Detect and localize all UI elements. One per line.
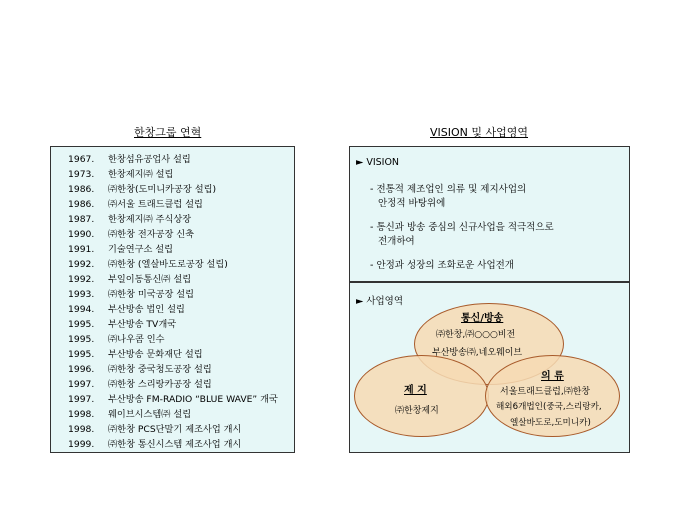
vision-item bbox=[370, 221, 554, 249]
history-year: 1993. bbox=[68, 289, 95, 300]
vision-panel bbox=[349, 146, 630, 282]
history-row bbox=[68, 197, 203, 212]
history-event: ㈜한창 (엘살바도로공장 설립) bbox=[108, 259, 228, 270]
paper-circle bbox=[354, 355, 489, 437]
history-row bbox=[68, 377, 212, 392]
history-year: 1987. bbox=[68, 214, 95, 225]
vision-item bbox=[370, 259, 514, 273]
history-year: 1994. bbox=[68, 304, 95, 315]
history-row bbox=[68, 227, 194, 242]
history-year: 1990. bbox=[68, 229, 95, 240]
history-row bbox=[68, 287, 194, 302]
history-row bbox=[68, 347, 203, 362]
history-row bbox=[68, 392, 278, 407]
history-heading: 한창그룹 연혁 bbox=[134, 126, 202, 139]
vision-item-line: - 전통적 제조업인 의류 및 제지사업의 bbox=[370, 184, 527, 195]
history-row bbox=[68, 302, 185, 317]
history-event: 한창섬유공업사 설립 bbox=[108, 154, 191, 165]
history-row bbox=[68, 257, 228, 272]
history-year: 1999. bbox=[68, 439, 95, 450]
history-year: 1995. bbox=[68, 349, 95, 360]
history-event: 한창제지㈜ 주식상장 bbox=[108, 214, 192, 225]
history-row bbox=[68, 272, 191, 287]
history-event: ㈜나우콤 인수 bbox=[108, 334, 165, 345]
business-title: ► 사업영역 bbox=[356, 296, 404, 307]
history-event: 부산방송 문화재단 설립 bbox=[108, 349, 203, 360]
history-row bbox=[68, 362, 212, 377]
business-panel bbox=[349, 282, 630, 453]
history-row bbox=[68, 242, 173, 257]
history-row bbox=[68, 212, 191, 227]
vision-item-line: - 통신과 방송 중심의 신규사업을 적극적으로 bbox=[370, 222, 554, 233]
history-row bbox=[68, 422, 241, 437]
history-panel bbox=[50, 146, 295, 453]
history-year: 1995. bbox=[68, 319, 95, 330]
history-event: ㈜한창 중국청도공장 설립 bbox=[108, 364, 212, 375]
telecom-line: 부산방송㈜,네오웨이브 bbox=[432, 348, 523, 358]
history-year: 1997. bbox=[68, 394, 95, 405]
history-event: 부산방송 TV개국 bbox=[108, 319, 177, 330]
history-event: 기술연구소 설립 bbox=[108, 244, 174, 255]
telecom-title: 통신/방송 bbox=[461, 313, 504, 324]
vision-title: ► VISION bbox=[356, 157, 400, 168]
history-event: ㈜서울 트래드클럽 설립 bbox=[108, 199, 203, 210]
history-event: ㈜한창 전자공장 신축 bbox=[108, 229, 195, 240]
history-year: 1986. bbox=[68, 199, 95, 210]
history-event: ㈜한창(도미니카공장 설립) bbox=[108, 184, 217, 195]
history-event: ㈜한창 스리랑카공장 설립 bbox=[108, 379, 212, 390]
history-event: 부산방송 FM-RADIO “BLUE WAVE” 개국 bbox=[108, 394, 278, 405]
history-row bbox=[68, 182, 216, 197]
history-event: ㈜한창 미국공장 설립 bbox=[108, 289, 195, 300]
apparel-line: 해외6개법인(중국,스리랑카, bbox=[496, 402, 602, 412]
history-year: 1997. bbox=[68, 379, 95, 390]
history-year: 1991. bbox=[68, 244, 95, 255]
history-row bbox=[68, 407, 191, 422]
history-row bbox=[68, 152, 191, 167]
history-event: 부산방송 법인 설립 bbox=[108, 304, 185, 315]
vision-heading: VISION 및 사업영역 bbox=[430, 126, 529, 139]
history-year: 1992. bbox=[68, 274, 95, 285]
history-row bbox=[68, 437, 241, 452]
vision-item-line: - 안정과 성장의 조화로운 사업전개 bbox=[370, 260, 514, 271]
history-event: 부일이동통신㈜ 설립 bbox=[108, 274, 192, 285]
history-event: 한창제지㈜ 설립 bbox=[108, 169, 174, 180]
history-event: ㈜한창 통신시스템 제조사업 개시 bbox=[108, 439, 242, 450]
history-year: 1986. bbox=[68, 184, 95, 195]
history-row bbox=[68, 317, 176, 332]
paper-title: 제 지 bbox=[404, 385, 427, 396]
telecom-line: ㈜한창,㈜○○○비전 bbox=[436, 330, 516, 340]
history-year: 1973. bbox=[68, 169, 95, 180]
history-year: 1967. bbox=[68, 154, 95, 165]
history-event: ㈜한창 PCS단말기 제조사업 개시 bbox=[108, 424, 242, 435]
history-year: 1998. bbox=[68, 409, 95, 420]
apparel-line: 서울트래드클럽,㈜한창 bbox=[500, 387, 591, 397]
apparel-title: 의 류 bbox=[541, 371, 564, 382]
paper-line: ㈜한창제지 bbox=[395, 406, 439, 416]
history-year: 1995. bbox=[68, 334, 95, 345]
history-row bbox=[68, 167, 173, 182]
history-event: 웨이브시스템㈜ 설립 bbox=[108, 409, 192, 420]
vision-item-line: 전개하여 bbox=[378, 236, 415, 247]
history-row bbox=[68, 332, 164, 347]
vision-item-line: 안정적 바탕위에 bbox=[378, 198, 446, 209]
history-year: 1992. bbox=[68, 259, 95, 270]
vision-item bbox=[370, 183, 526, 211]
history-year: 1996. bbox=[68, 364, 95, 375]
apparel-line: 엘살바도로,도미니카) bbox=[510, 418, 591, 428]
history-year: 1998. bbox=[68, 424, 95, 435]
